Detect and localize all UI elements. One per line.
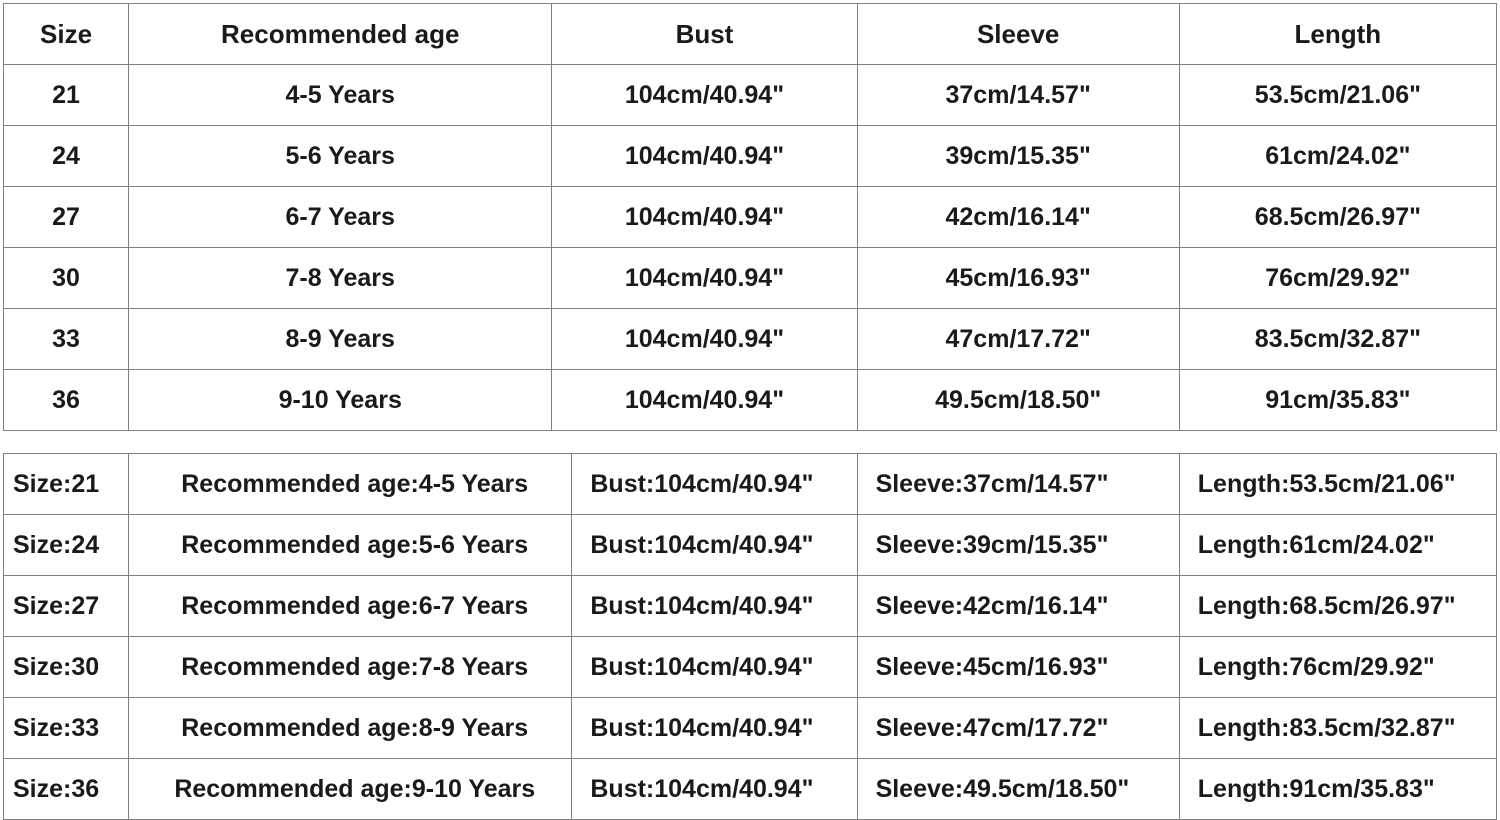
cell-size-labelled: Size:33 <box>4 698 129 759</box>
cell-bust-labelled: Bust:104cm/40.94" <box>572 759 857 820</box>
cell-sleeve: 37cm/14.57" <box>857 65 1179 126</box>
cell-size: 30 <box>4 248 129 309</box>
cell-length: 83.5cm/32.87" <box>1179 309 1496 370</box>
column-header-length: Length <box>1179 4 1496 65</box>
cell-length: 68.5cm/26.97" <box>1179 187 1496 248</box>
cell-size-labelled: Size:30 <box>4 637 129 698</box>
cell-bust-labelled: Bust:104cm/40.94" <box>572 637 857 698</box>
cell-size-labelled: Size:21 <box>4 454 129 515</box>
cell-size: 24 <box>4 126 129 187</box>
table-row <box>4 65 1497 126</box>
cell-bust: 104cm/40.94" <box>552 187 857 248</box>
cell-sleeve: 47cm/17.72" <box>857 309 1179 370</box>
cell-bust-labelled: Bust:104cm/40.94" <box>572 454 857 515</box>
size-chart-page <box>0 3 1500 809</box>
cell-length-labelled: Length:83.5cm/32.87" <box>1179 698 1496 759</box>
cell-recommended-age-labelled: Recommended age:5-6 Years <box>129 515 572 576</box>
cell-sleeve-labelled: Sleeve:49.5cm/18.50" <box>857 759 1179 820</box>
cell-sleeve-labelled: Sleeve:47cm/17.72" <box>857 698 1179 759</box>
cell-length: 76cm/29.92" <box>1179 248 1496 309</box>
column-header-recommended-age: Recommended age <box>129 4 552 65</box>
labelled-size-table <box>3 453 1497 820</box>
table-row <box>4 637 1497 698</box>
cell-sleeve-labelled: Sleeve:37cm/14.57" <box>857 454 1179 515</box>
cell-size: 27 <box>4 187 129 248</box>
cell-size-labelled: Size:24 <box>4 515 129 576</box>
table-row <box>4 515 1497 576</box>
table-row <box>4 187 1497 248</box>
table-row <box>4 576 1497 637</box>
cell-recommended-age: 6-7 Years <box>129 187 552 248</box>
table-row <box>4 370 1497 431</box>
size-chart-table <box>3 3 1497 431</box>
cell-bust: 104cm/40.94" <box>552 248 857 309</box>
cell-size-labelled: Size:27 <box>4 576 129 637</box>
cell-recommended-age: 4-5 Years <box>129 65 552 126</box>
cell-recommended-age-labelled: Recommended age:7-8 Years <box>129 637 572 698</box>
cell-bust: 104cm/40.94" <box>552 309 857 370</box>
cell-size: 33 <box>4 309 129 370</box>
table-row <box>4 454 1497 515</box>
table-row <box>4 126 1497 187</box>
cell-sleeve-labelled: Sleeve:42cm/16.14" <box>857 576 1179 637</box>
cell-recommended-age-labelled: Recommended age:4-5 Years <box>129 454 572 515</box>
column-header-size: Size <box>4 4 129 65</box>
cell-recommended-age: 7-8 Years <box>129 248 552 309</box>
cell-recommended-age: 8-9 Years <box>129 309 552 370</box>
table-row <box>4 248 1497 309</box>
table-separator <box>0 431 1500 453</box>
cell-bust-labelled: Bust:104cm/40.94" <box>572 576 857 637</box>
cell-recommended-age: 5-6 Years <box>129 126 552 187</box>
table-row <box>4 759 1497 820</box>
column-header-sleeve: Sleeve <box>857 4 1179 65</box>
cell-length-labelled: Length:53.5cm/21.06" <box>1179 454 1496 515</box>
cell-bust: 104cm/40.94" <box>552 65 857 126</box>
cell-recommended-age: 9-10 Years <box>129 370 552 431</box>
column-header-bust: Bust <box>552 4 857 65</box>
cell-bust-labelled: Bust:104cm/40.94" <box>572 698 857 759</box>
cell-size: 36 <box>4 370 129 431</box>
cell-bust: 104cm/40.94" <box>552 370 857 431</box>
cell-length: 91cm/35.83" <box>1179 370 1496 431</box>
cell-recommended-age-labelled: Recommended age:6-7 Years <box>129 576 572 637</box>
cell-bust-labelled: Bust:104cm/40.94" <box>572 515 857 576</box>
cell-recommended-age-labelled: Recommended age:9-10 Years <box>129 759 572 820</box>
cell-length-labelled: Length:61cm/24.02" <box>1179 515 1496 576</box>
cell-length: 53.5cm/21.06" <box>1179 65 1496 126</box>
cell-length-labelled: Length:91cm/35.83" <box>1179 759 1496 820</box>
cell-size: 21 <box>4 65 129 126</box>
table-header-row <box>4 4 1497 65</box>
cell-sleeve: 39cm/15.35" <box>857 126 1179 187</box>
table-row <box>4 698 1497 759</box>
cell-length-labelled: Length:76cm/29.92" <box>1179 637 1496 698</box>
cell-length: 61cm/24.02" <box>1179 126 1496 187</box>
cell-size-labelled: Size:36 <box>4 759 129 820</box>
cell-bust: 104cm/40.94" <box>552 126 857 187</box>
table-row <box>4 309 1497 370</box>
cell-sleeve: 42cm/16.14" <box>857 187 1179 248</box>
cell-length-labelled: Length:68.5cm/26.97" <box>1179 576 1496 637</box>
cell-recommended-age-labelled: Recommended age:8-9 Years <box>129 698 572 759</box>
cell-sleeve-labelled: Sleeve:39cm/15.35" <box>857 515 1179 576</box>
cell-sleeve: 49.5cm/18.50" <box>857 370 1179 431</box>
cell-sleeve-labelled: Sleeve:45cm/16.93" <box>857 637 1179 698</box>
cell-sleeve: 45cm/16.93" <box>857 248 1179 309</box>
